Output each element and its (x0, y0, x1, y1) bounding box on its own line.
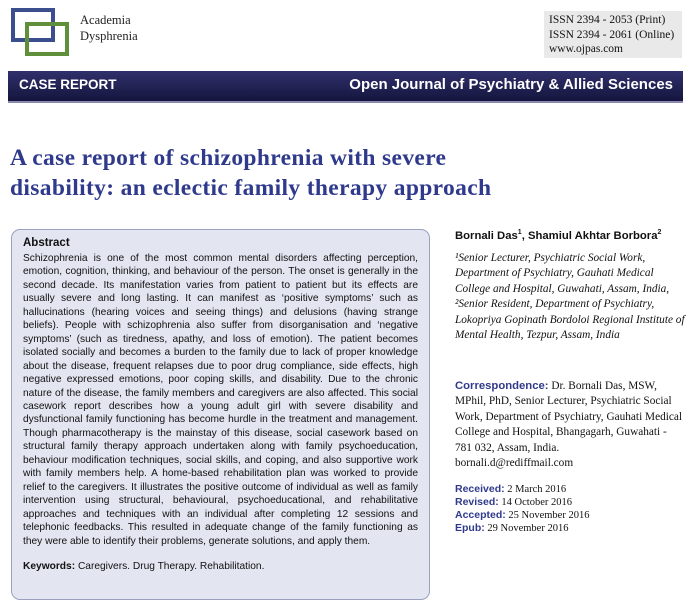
epub-date (455, 522, 685, 535)
title-line-2: disability: an eclectic family therapy approach (10, 175, 492, 201)
correspondence-label: Correspondence: (455, 379, 549, 392)
issn-online: ISSN 2394 - 2061 (Online) (549, 28, 675, 41)
header-band (8, 71, 683, 103)
logo-square-green (25, 22, 69, 56)
author-affiliations: ¹Senior Lecturer, Psychiatric Social Work, Department of Psychiatry, Gauhati Medical College and Hospital, Guwahati, Assam, India, ²Senior Resident, Department of Psychiatry, Lokopriya Gopinath Bordoloi Regional Institute of Mental Health, Tezpur, Assam, India (455, 251, 685, 342)
publisher-name (80, 12, 138, 44)
keywords-label: Keywords: (23, 560, 76, 572)
author-1: Bornali Das (455, 229, 518, 242)
author-1-affiliation-mark: 1 (517, 229, 522, 236)
keywords-values: Caregivers. Drug Therapy. Rehabilitation. (77, 560, 265, 572)
revised-label: Revised: (455, 495, 499, 508)
abstract-heading: Abstract (23, 237, 70, 249)
author-separator: , (521, 229, 528, 242)
received-value: 2 March 2016 (507, 483, 567, 495)
article-info-column (455, 229, 685, 535)
received-label: Received: (455, 482, 505, 495)
keywords (23, 561, 418, 572)
journal-logo (11, 8, 71, 58)
epub-value: 29 November 2016 (487, 522, 569, 534)
revised-date (455, 496, 685, 509)
author-list (455, 229, 685, 242)
correspondence-email[interactable]: bornali.d@rediffmail.com (455, 457, 574, 470)
journal-name: Open Journal of Psychiatry & Allied Sciences (349, 76, 673, 93)
publisher-line1: Academia (80, 13, 131, 27)
title-line-1: A case report of schizophrenia with severe (10, 145, 447, 171)
abstract-body: Schizophrenia is one of the most common mental disorders affecting perception, emotion, cognition, thinking, and behaviour of the person. The onset is generally in the second decade. Its manifestation varies from patient to patient but its effects are usually severe and long lasting. It can manifest as ‘positive symptoms’ such as hallucinations (hearing voices and seeing things) and delusions (having strange beliefs). People with schizophrenia also suffer from disorganisation and ‘negative symptoms’ (such as tiredness, apathy, and loss of emotion). The patient becomes isolated socially and becomes a burden to the family due to lack of proper knowledge about the disease, frequent relapses due to poor drug compliance, side effects, high negative expressed emotions, poor coping skills, and disability. Due to the chronic nature of the disease, the family members and caregivers are also affected. This social casework report describes how a young adult girl with severe disability and dysfunctional family functioning has become hurdle in the treatment and management. Though pharmacotherapy is the mainstay of this disease, social casework based on structural family therapy approach undertaken along with family psychoeducation, behaviour modification techniques, social skills, and coping, and also supportive work with family members help. A home-based rehabilitation plan was worked to provide relief to the caregivers. It illustrates the positive outcome of individual as well as family intervention using structural, behavioural, psychoeducational, and rehabilitative approaches and techniques with an individual after completing 12 sessions and telephonic feedbacks. This resulted in adequate change of the family functioning as they were able to identify their problems, generate solutions, and apply them. (23, 253, 418, 547)
correspondence (455, 379, 685, 472)
received-date (455, 483, 685, 496)
author-2: Shamiul Akhtar Borbora (527, 229, 658, 242)
issn-print: ISSN 2394 - 2053 (Print) (549, 14, 666, 26)
journal-website[interactable]: www.ojpas.com (549, 43, 623, 55)
accepted-value: 25 November 2016 (508, 509, 590, 521)
accepted-date (455, 509, 685, 522)
article-dates (455, 483, 685, 535)
author-2-affiliation-mark: 2 (657, 229, 662, 236)
publisher-line2: Dysphrenia (80, 29, 138, 43)
abstract-box (11, 229, 430, 600)
article-title (10, 143, 630, 203)
article-type-label: CASE REPORT (19, 77, 117, 92)
issn-box (544, 11, 682, 58)
correspondence-text: Dr. Bornali Das, MSW, MPhil, PhD, Senior Lecturer, Psychiatric Social Work, Department of Psychiatry, Gauhati Medical College and Hospital, Bhangagarh, Guwahati - 781 032, Assam, India. (455, 379, 683, 454)
epub-label: Epub: (455, 521, 485, 534)
accepted-label: Accepted: (455, 508, 506, 521)
revised-value: 14 October 2016 (501, 496, 572, 508)
